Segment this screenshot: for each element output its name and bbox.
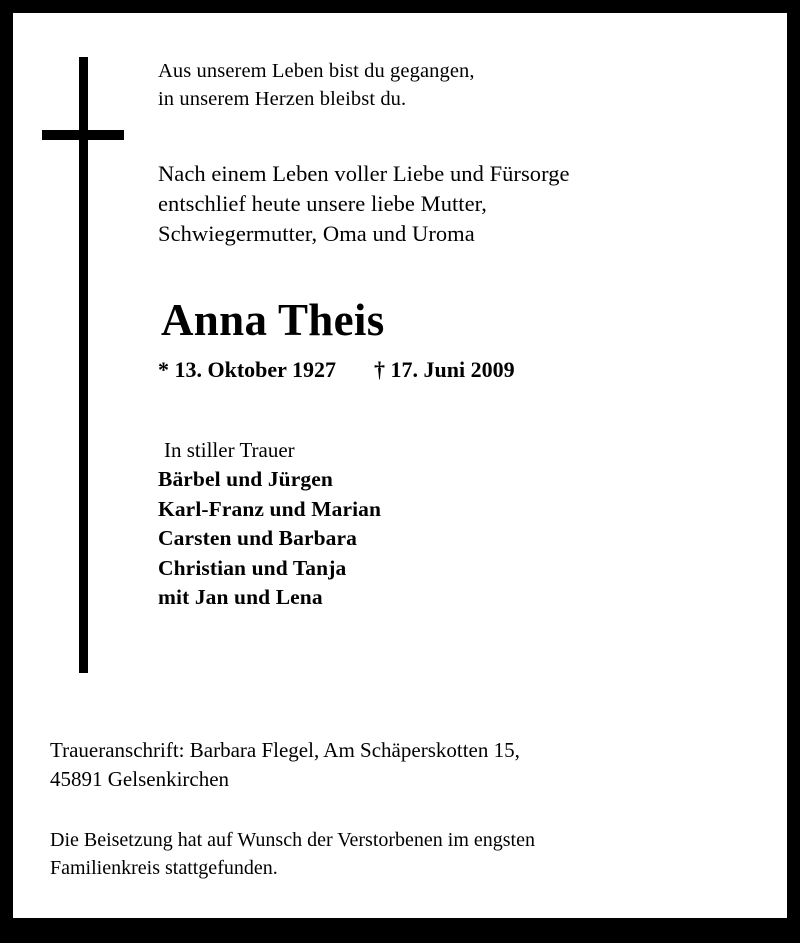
mourner-name: Bärbel und Jürgen (158, 467, 333, 491)
cross-vertical-bar (79, 57, 88, 673)
death-announcement (158, 159, 758, 249)
memorial-verse (158, 57, 758, 113)
obituary-notice (13, 13, 787, 918)
christian-cross-icon (42, 57, 154, 677)
mourners-intro: In stiller Trauer (164, 438, 295, 462)
cross-horizontal-bar (42, 130, 124, 140)
mourner-name: mit Jan und Lena (158, 585, 323, 609)
mourner-name: Carsten und Barbara (158, 526, 358, 550)
memorial-verse-line-1: Aus unserem Leben bist du gegangen, (158, 60, 475, 82)
mourner-name: Karl-Franz und Marian (158, 496, 382, 521)
death-announcement-line-1: Nach einem Leben voller Liebe und Fürsorge (158, 161, 570, 186)
funeral-note-line-1: Die Beisetzung hat auf Wunsch der Verstorbenen im engsten (50, 829, 535, 851)
death-announcement-line-2: entschlief heute unsere liebe Mutter, (158, 191, 487, 216)
obituary-main-text (158, 57, 758, 613)
mourning-address-line-1: Traueranschrift: Barbara Flegel, Am Schäperskotten 15, (50, 738, 520, 762)
mourners-block (158, 436, 758, 613)
birth-date: * 13. Oktober 1927 (158, 357, 337, 382)
memorial-verse-line-2: in unserem Herzen bleibst du. (158, 88, 407, 110)
mourning-address (50, 736, 760, 794)
funeral-note (50, 826, 750, 882)
funeral-note-line-2: Familienkreis stattgefunden. (50, 857, 278, 879)
mourning-address-line-2: 45891 Gelsenkirchen (50, 767, 230, 791)
death-announcement-line-3: Schwiegermutter, Oma und Uroma (158, 221, 475, 246)
mourner-name: Christian und Tanja (158, 555, 347, 580)
life-dates (158, 356, 758, 384)
deceased-name: Anna Theis (161, 295, 385, 345)
death-date: † 17. Juni 2009 (374, 357, 515, 382)
